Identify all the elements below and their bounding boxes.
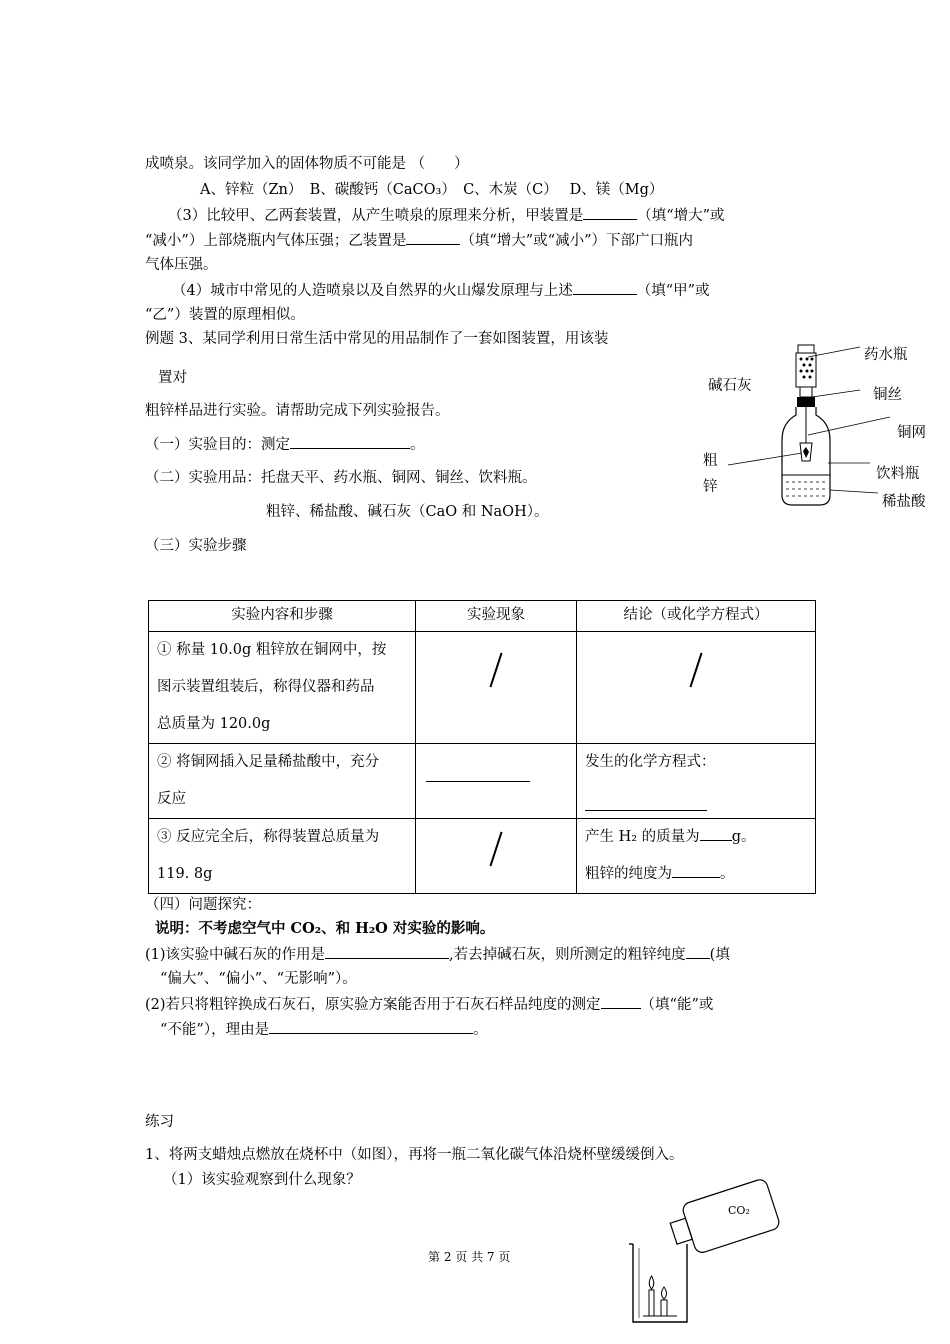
table-row bbox=[149, 632, 816, 744]
cell-line: 总质量为 120.0g bbox=[157, 716, 271, 732]
text-line: 气体压强。 bbox=[145, 257, 218, 273]
text-line: （4）城市中常见的人造喷泉以及自然界的火山爆发原理与上述 （填“甲”或 bbox=[172, 280, 710, 301]
text-line: “减小”）上部烧瓶内气体压强；乙装置是 （填“增大”或“减小”）下部广口瓶内 bbox=[145, 230, 693, 251]
table-cell bbox=[577, 632, 816, 744]
text-line: 成喷泉。该同学加入的固体物质不可能是 （ ） bbox=[145, 156, 469, 172]
cell-line: ① 称量 10.0g 粗锌放在铜网中，按 bbox=[157, 642, 387, 658]
text-line: （3）比较甲、乙两套装置，从产生喷泉的原理来分析，甲装置是 （填“增大”或 bbox=[168, 205, 725, 226]
slash-mark bbox=[689, 653, 702, 688]
table-cell bbox=[149, 632, 416, 744]
label-drink-bottle: 饮料瓶 bbox=[876, 466, 920, 482]
steps-heading: （三）实验步骤 bbox=[145, 538, 247, 554]
text-line: 置对 bbox=[158, 370, 187, 386]
question-line: (1)该实验中碱石灰的作用是 ,若去掉碱石灰，则所测定的粗锌纯度 (填 bbox=[145, 944, 730, 965]
cell-line: 反应 bbox=[157, 791, 186, 807]
cell-line: 产生 H₂ 的质量为 g。 bbox=[585, 819, 807, 856]
table-cell bbox=[149, 744, 416, 819]
table-cell bbox=[416, 632, 577, 744]
table-header: 结论（或化学方程式） bbox=[577, 601, 816, 632]
slash-mark bbox=[489, 653, 502, 688]
table-cell bbox=[149, 819, 416, 894]
text-line: 粗锌样品进行实验。请帮助完成下列实验报告。 bbox=[145, 403, 450, 419]
cell-line: 发生的化学方程式： bbox=[585, 754, 716, 770]
practice-question: 1、将两支蜡烛点燃放在烧杯中（如图），再将一瓶二氧化碳气体沿烧杯壁缓缓倒入。 bbox=[145, 1147, 684, 1163]
co2-label: CO₂ bbox=[728, 1204, 750, 1217]
table-cell bbox=[577, 744, 816, 819]
choice-options: A、锌粒（Zn） B、碳酸钙（CaCO₃） C、木炭（C） D、镁（Mg） bbox=[200, 182, 664, 198]
label-copper-wire: 铜丝 bbox=[873, 387, 902, 403]
practice-heading: 练习 bbox=[145, 1114, 174, 1130]
table-cell bbox=[416, 744, 577, 819]
label-crude-zinc: 粗 bbox=[703, 453, 718, 469]
section-heading: （四）问题探究： bbox=[145, 897, 261, 913]
slash-mark bbox=[489, 832, 502, 867]
purpose-line: （一）实验目的：测定 。 bbox=[145, 434, 425, 455]
label-medicine-bottle: 药水瓶 bbox=[864, 347, 908, 363]
table-cell bbox=[416, 819, 577, 894]
materials-line: 粗锌、稀盐酸、碱石灰（CaO 和 NaOH）。 bbox=[266, 504, 549, 520]
table-row bbox=[149, 744, 816, 819]
experiment-table bbox=[148, 600, 816, 894]
table-header-row bbox=[149, 601, 816, 632]
co2-beaker-diagram bbox=[625, 1172, 785, 1332]
text-line: “乙”）装置的原理相似。 bbox=[145, 307, 305, 323]
question-line: “不能”），理由是 。 bbox=[160, 1019, 488, 1040]
blank-line bbox=[426, 744, 530, 782]
table-row bbox=[149, 819, 816, 894]
question-line: “偏大”、“偏小”、“无影响”）。 bbox=[160, 971, 357, 987]
question-line: (2)若只将粗锌换成石灰石，原实验方案能否用于石灰石样品纯度的测定 （填“能”或 bbox=[145, 994, 713, 1015]
label-dilute-hcl: 稀盐酸 bbox=[882, 494, 926, 510]
practice-subquestion: （1）该实验观察到什么现象？ bbox=[163, 1172, 361, 1188]
page-footer: 第 2 页 共 7 页 bbox=[428, 1250, 511, 1264]
table-header: 实验现象 bbox=[416, 601, 577, 632]
cell-line: 119. 8g bbox=[157, 866, 213, 882]
table-header: 实验内容和步骤 bbox=[149, 601, 416, 632]
label-copper-mesh: 铜网 bbox=[897, 425, 926, 441]
cell-line: 图示装置组装后，称得仪器和药品 bbox=[157, 679, 375, 695]
cell-line: ③ 反应完全后，称得装置总质量为 bbox=[157, 829, 380, 845]
table-cell bbox=[577, 819, 816, 894]
note-line: 说明：不考虑空气中 CO₂、和 H₂O 对实验的影响。 bbox=[155, 920, 495, 937]
label-crude-zinc: 锌 bbox=[703, 479, 718, 495]
example-heading: 例题 3、某同学利用日常生活中常见的用品制作了一套如图装置，用该装 bbox=[145, 331, 609, 347]
cell-line: 粗锌的纯度为 。 bbox=[585, 856, 807, 893]
materials-line: （二）实验用品：托盘天平、药水瓶、铜网、铜丝、饮料瓶。 bbox=[145, 470, 537, 486]
label-soda-lime: 碱石灰 bbox=[708, 378, 752, 394]
cell-line: ② 将铜网插入足量稀盐酸中，充分 bbox=[157, 754, 380, 770]
blank-line bbox=[585, 781, 707, 811]
